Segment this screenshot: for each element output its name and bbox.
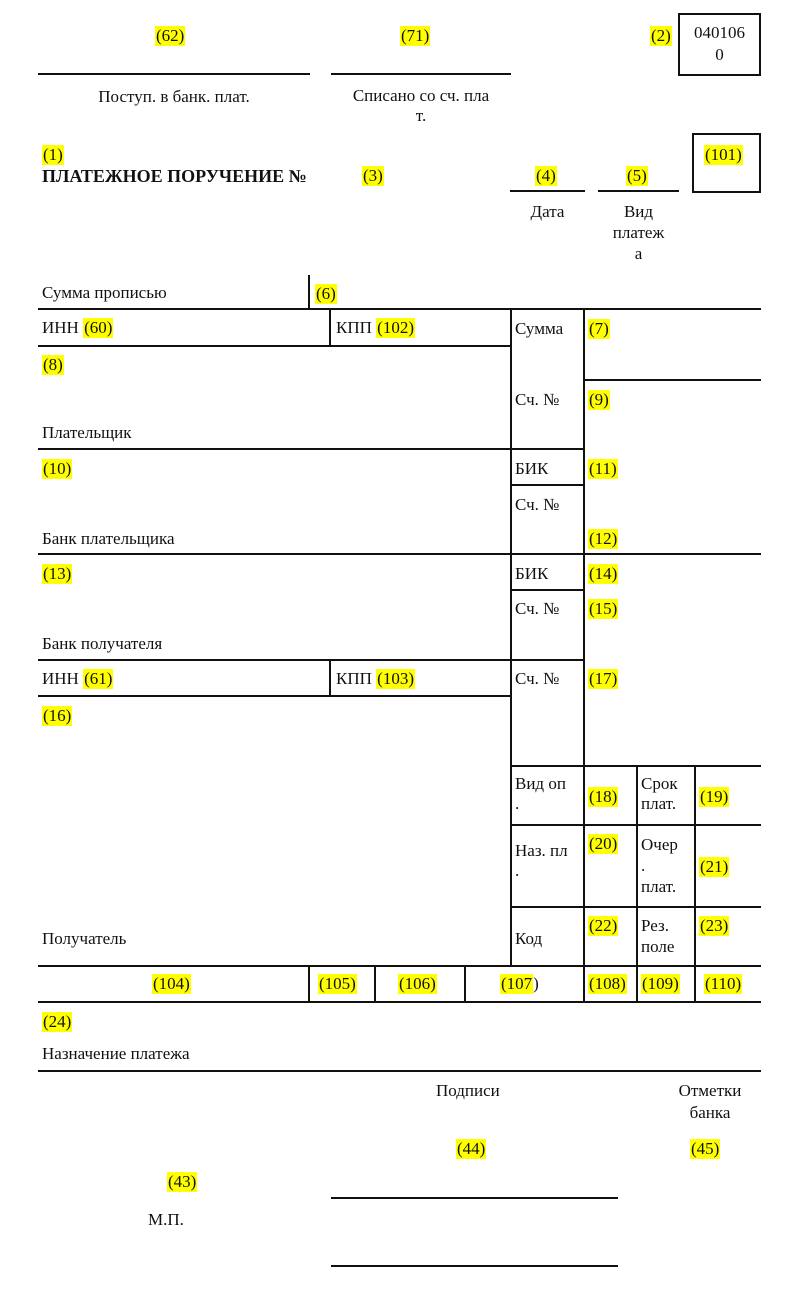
first-signature-line[interactable] [331, 1197, 618, 1199]
field-16-placeholder[interactable]: (16) [43, 706, 72, 725]
field-108-placeholder[interactable]: (108) [589, 974, 626, 993]
field-60-placeholder[interactable]: (60) [84, 318, 113, 337]
field-20-placeholder[interactable]: (20) [589, 834, 618, 853]
debited-date-line [331, 73, 511, 75]
field-19-placeholder[interactable]: (19) [700, 787, 729, 806]
date-line [510, 190, 585, 192]
signatures-label: Подписи [436, 1081, 500, 1100]
grid-line-payee-bank-bottom [38, 659, 585, 661]
form-code-line-2: 0 [715, 45, 724, 64]
bank-marks-line-2: банка [689, 1103, 731, 1122]
tax-divider-2 [374, 966, 376, 1002]
payee-inn [42, 668, 113, 690]
label-column-right [583, 309, 585, 967]
grid-line-payer-bik [510, 484, 585, 486]
field-44-placeholder[interactable]: (44) [457, 1139, 486, 1158]
code-label: Код [515, 929, 543, 948]
payer-inn-kpp-divider [329, 309, 331, 347]
field-10-placeholder[interactable]: (10) [43, 459, 72, 478]
payer-bik-label: БИК [515, 459, 549, 478]
tax-divider-5 [636, 966, 638, 1002]
payment-type-line-3: а [634, 244, 643, 263]
sum-in-words-label: Сумма прописью [42, 283, 167, 302]
payee-label: Получатель [42, 929, 127, 948]
debited-label-line-2: т. [415, 106, 427, 125]
field-11-placeholder[interactable]: (11) [589, 459, 617, 478]
field-23-placeholder[interactable]: (23) [700, 916, 729, 935]
grid-line-payee-bik [510, 589, 585, 591]
payer-bank-label: Банк плательщика [42, 529, 175, 548]
payee-inn-label: ИНН [42, 669, 79, 688]
payer-kpp-label: КПП [336, 318, 372, 337]
op-type-label-line-2: . [515, 794, 520, 813]
purpose-code-label-line-2: . [515, 861, 520, 880]
reserve-field-label [641, 915, 674, 957]
field-18-placeholder[interactable]: (18) [589, 787, 618, 806]
field-107-placeholder[interactable]: (107 [501, 974, 533, 993]
stamp-label: М.П. [148, 1210, 184, 1229]
field-9-placeholder[interactable]: (9) [589, 390, 609, 409]
payment-type-line [598, 190, 679, 192]
payee-kpp [336, 668, 415, 690]
field-101-placeholder: (101) [705, 145, 742, 164]
payee-inn-kpp-divider [329, 660, 331, 697]
field-109-placeholder[interactable]: (109) [642, 974, 679, 993]
purpose-code-label [515, 841, 568, 881]
field-8-placeholder[interactable]: (8) [43, 355, 63, 374]
form-code-line-1: 040106 [694, 23, 745, 42]
field-45-placeholder[interactable]: (45) [691, 1139, 720, 1158]
sum-label: Сумма [515, 319, 564, 338]
field-6-placeholder[interactable]: (6) [316, 284, 336, 303]
field-61-placeholder[interactable]: (61) [84, 669, 113, 688]
payment-order-label-line-1: Очер [641, 835, 678, 854]
tax-divider-3 [464, 966, 466, 1002]
field-101-box[interactable] [692, 133, 761, 193]
field-13-placeholder[interactable]: (13) [43, 564, 72, 583]
document-title: ПЛАТЕЖНОЕ ПОРУЧЕНИЕ № [42, 166, 307, 186]
reserve-field-label-line-2: поле [641, 937, 675, 956]
field-15-placeholder[interactable]: (15) [589, 599, 618, 618]
field-106-placeholder[interactable]: (106) [399, 974, 436, 993]
tax-divider-1 [308, 966, 310, 1002]
op-type-label-line-1: Вид оп [515, 774, 566, 793]
field-1-placeholder: (1) [43, 145, 63, 164]
field-24-placeholder[interactable]: (24) [43, 1012, 72, 1031]
grid-line-payer-bottom [38, 448, 585, 450]
field-110-placeholder[interactable]: (110) [705, 974, 742, 993]
field-107-closing-paren: ) [533, 974, 539, 993]
grid-line-sum-bottom [583, 379, 761, 381]
bank-marks-line-1: Отметки [678, 1081, 742, 1100]
field-5-placeholder[interactable]: (5) [627, 166, 647, 185]
field-22-placeholder[interactable]: (22) [589, 916, 618, 935]
payment-type-line-1: Вид [623, 202, 654, 221]
payment-order-label-line-3: плат. [641, 877, 677, 896]
grid-line-tax-bottom [38, 1001, 761, 1003]
field-102-placeholder[interactable]: (102) [377, 318, 414, 337]
payment-order-label-line-2: . [641, 856, 646, 875]
field-2-placeholder: (2) [651, 26, 671, 45]
payee-bank-label: Банк получателя [42, 634, 163, 653]
payer-label: Плательщик [42, 423, 132, 442]
field-14-placeholder[interactable]: (14) [589, 564, 618, 583]
field-105-placeholder[interactable]: (105) [319, 974, 356, 993]
ops-divider-1 [636, 765, 638, 967]
purpose-label: Назначение платежа [42, 1044, 190, 1063]
date-label: Дата [530, 202, 565, 221]
received-date-line [38, 73, 310, 75]
grid-line-payer-bank-bottom [38, 553, 761, 555]
field-62-placeholder[interactable]: (62) [156, 26, 185, 45]
received-label: Поступ. в банк. плат. [98, 87, 250, 106]
ops-divider-2 [694, 765, 696, 967]
second-signature-line[interactable] [331, 1265, 618, 1267]
grid-line-payee-inn [38, 695, 510, 697]
payment-order-label [641, 834, 678, 897]
field-43-placeholder[interactable]: (43) [168, 1172, 197, 1191]
grid-line-payer-inn [38, 345, 510, 347]
tax-divider-4 [583, 966, 585, 1002]
field-4-placeholder[interactable]: (4) [536, 166, 556, 185]
field-3-placeholder[interactable]: (3) [363, 166, 383, 185]
field-103-placeholder[interactable]: (103) [377, 669, 414, 688]
payer-inn [42, 317, 113, 339]
field-7-placeholder[interactable]: (7) [589, 319, 609, 338]
field-12-placeholder[interactable]: (12) [589, 529, 618, 548]
field-21-placeholder[interactable]: (21) [700, 857, 729, 876]
field-17-placeholder[interactable]: (17) [589, 669, 618, 688]
grid-line-top [38, 308, 761, 310]
label-column-left [510, 309, 512, 967]
form-code-box [678, 13, 761, 76]
sum-in-words-divider [308, 275, 310, 309]
field-104-placeholder[interactable]: (104) [153, 974, 190, 993]
due-date-label [641, 774, 678, 814]
payer-bank-account-label: Сч. № [515, 495, 560, 514]
due-date-label-line-2: плат. [641, 794, 677, 813]
payment-type-line-2: платеж [612, 223, 665, 242]
due-date-label-line-1: Срок [641, 774, 678, 793]
debited-label-line-1: Списано со сч. пла [352, 86, 490, 105]
grid-line-purpose-bottom [38, 1070, 761, 1072]
payer-inn-label: ИНН [42, 318, 79, 337]
purpose-code-label-line-1: Наз. пл [515, 841, 568, 860]
tax-divider-6 [694, 966, 696, 1002]
payee-kpp-label: КПП [336, 669, 372, 688]
payer-kpp [336, 317, 415, 339]
field-107 [500, 973, 539, 995]
payment-type-label [598, 201, 679, 264]
payee-bank-account-label: Сч. № [515, 599, 560, 618]
op-type-label [515, 774, 566, 814]
payee-bik-label: БИК [515, 564, 549, 583]
debited-label [331, 86, 511, 126]
reserve-field-label-line-1: Рез. [641, 916, 669, 935]
bank-marks-label [660, 1080, 760, 1124]
payee-account-label: Сч. № [515, 669, 560, 688]
grid-line-tax-top [38, 965, 761, 967]
payer-account-label: Сч. № [515, 390, 560, 409]
field-71-placeholder[interactable]: (71) [401, 26, 430, 45]
